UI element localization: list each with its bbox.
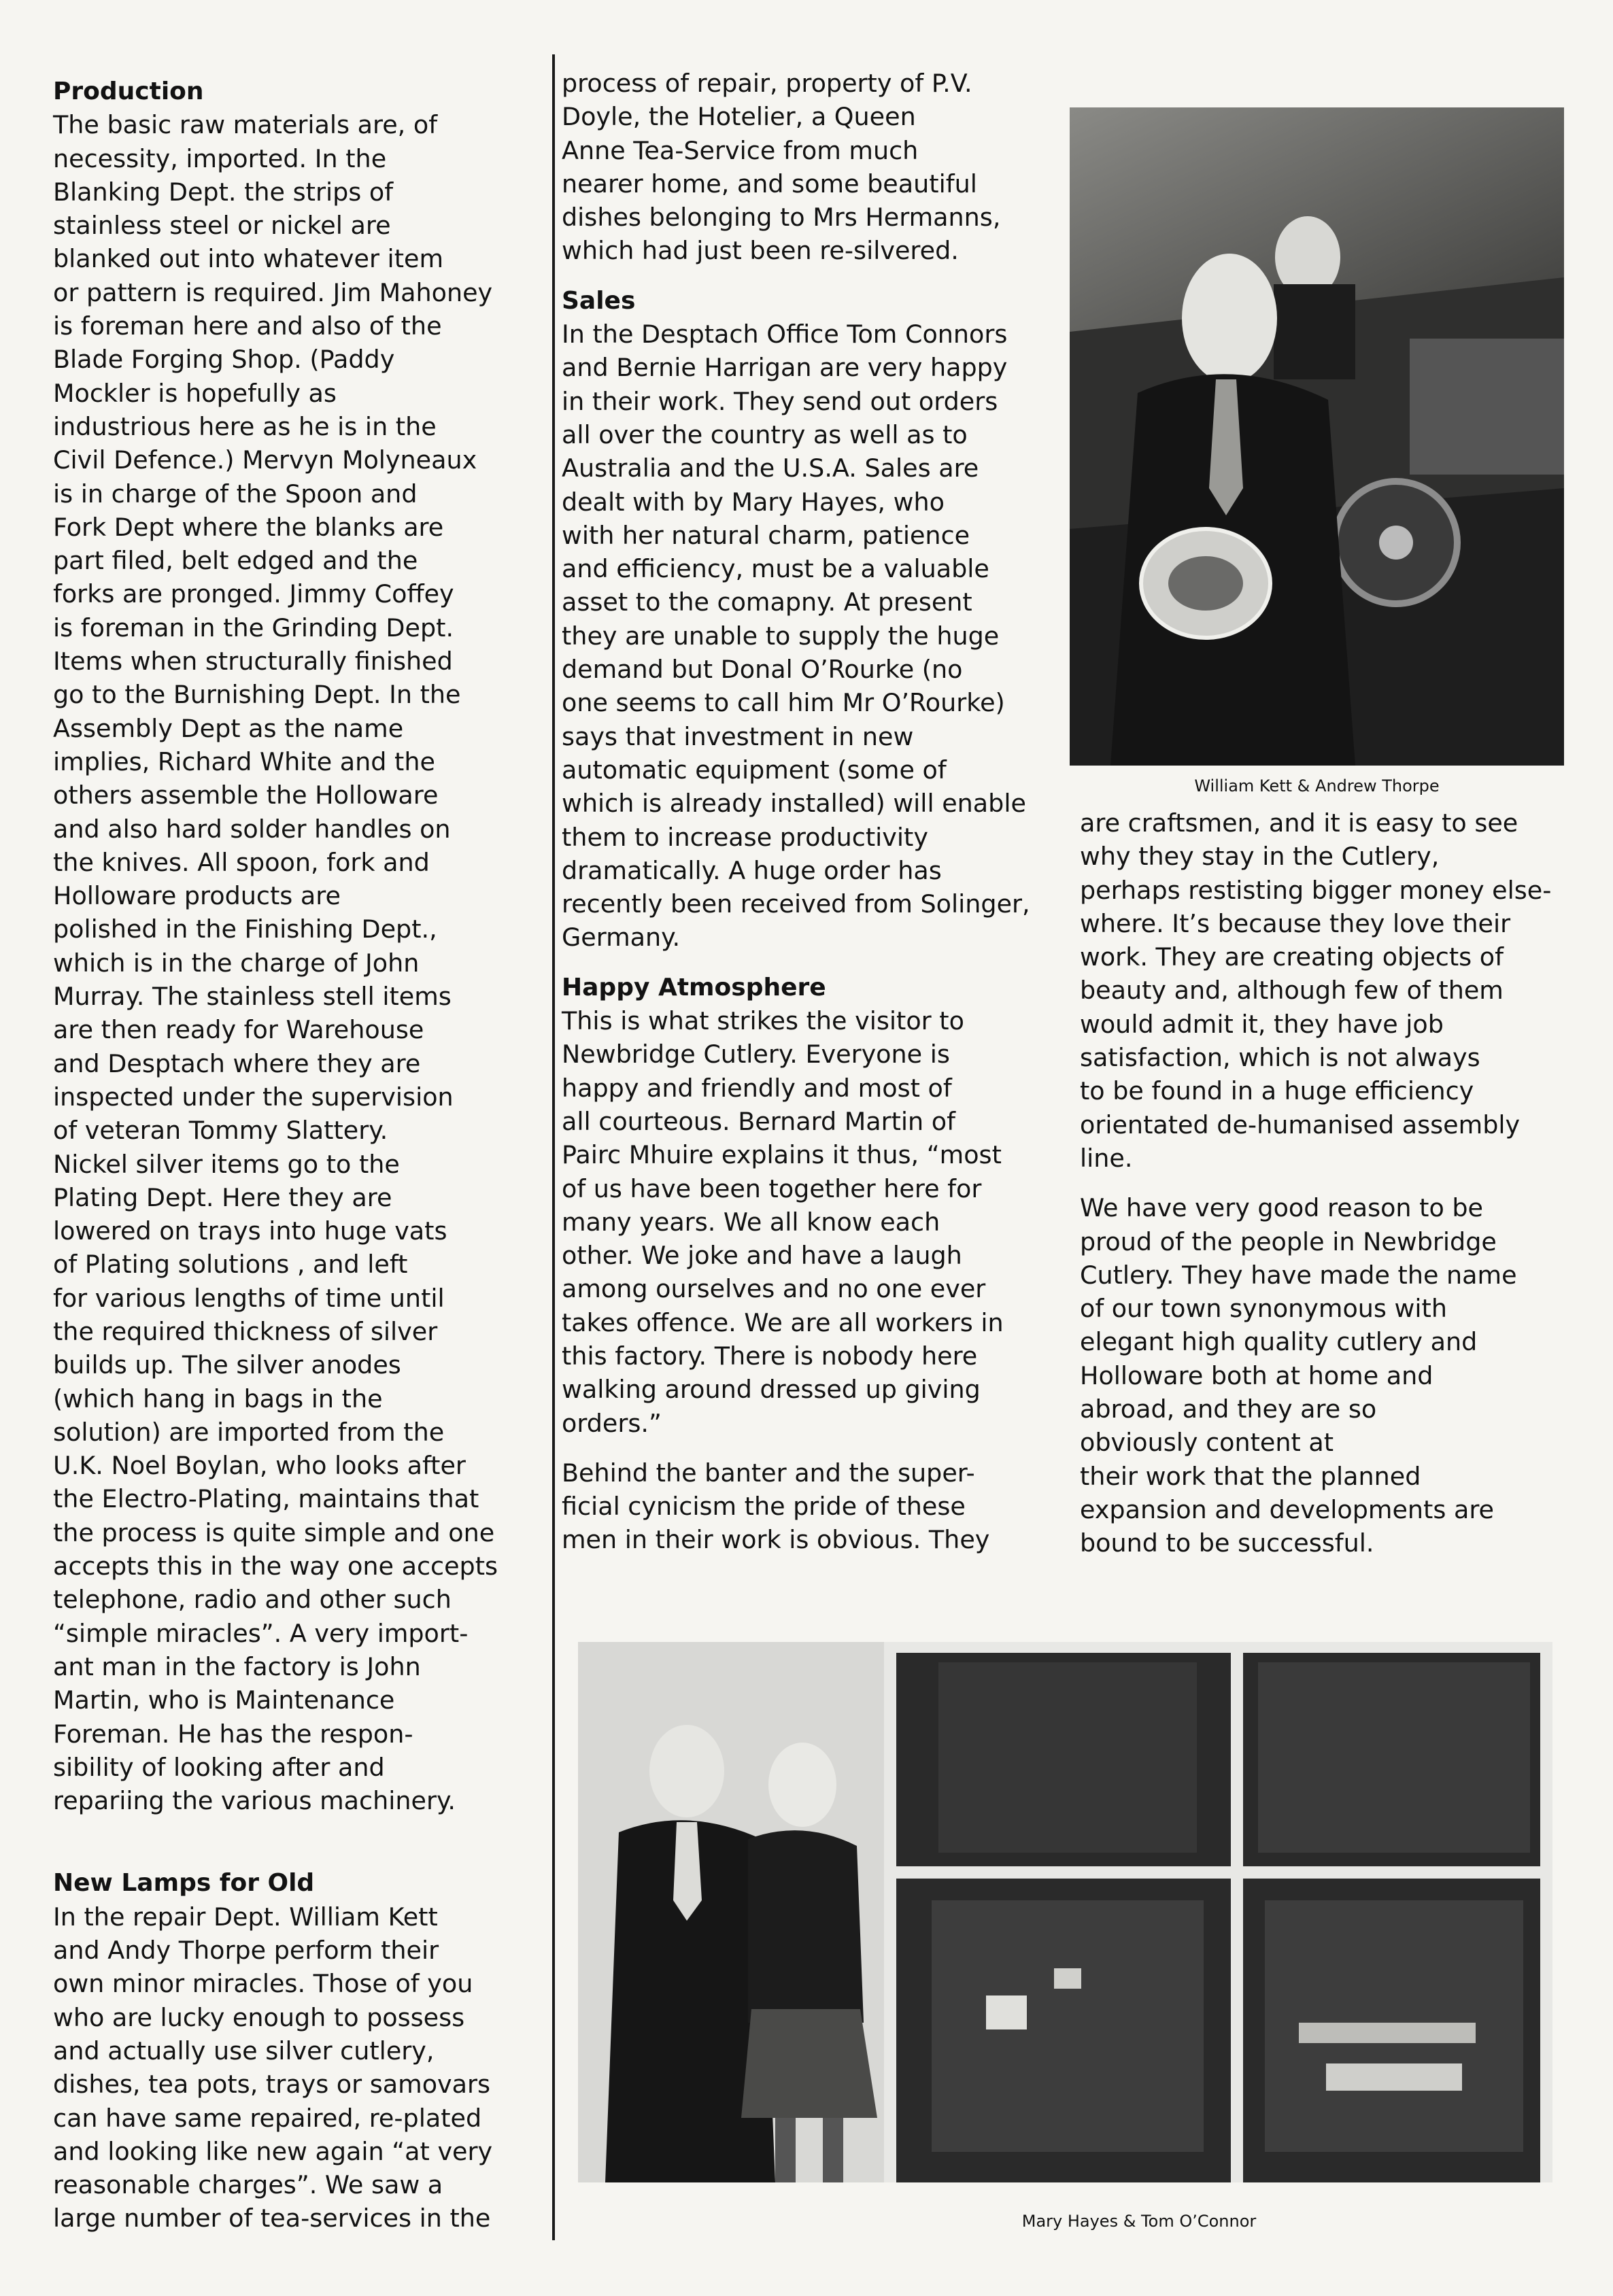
column-divider — [552, 54, 555, 2240]
repair-continued-body: process of repair, property of P.V. Doyle, the Hotelier, a Queen Anne Tea-Service from much nearer home, and some beautiful dishes belonging to Mrs Hermanns, which had just been re-silvered. — [562, 69, 1001, 266]
production-heading: Production — [53, 78, 204, 105]
proud-body: We have very good reason to be proud of the people in Newbridge Cutlery. They have made the name of our town synonymous with elegant high quality cutlery and Holloware both at home and abroad, and they are so obviously content at their work that the planned expansion and developments are bound to be successful. — [1080, 1193, 1517, 1558]
production-body: The basic raw materials are, of necessity, imported. In the Blanking Dept. the strips of stainless steel or nickel are blanked out into whatever item or pattern is required. Jim Mahoney is foreman here and also of the Blade Forging Shop. (Paddy Mockler is hopefully as industrious here as he is in the Civil Defence.) Mervyn Molyneaux is in charge of the Spoon and Fork Dept where the blanks are part filed, belt edged and the forks are pronged. Jimmy Coffey is foreman in the Grinding Dept. Items when structurally finished go to the Burnishing Dept. In the Assembly Dept as the name implies, Richard White and the others assemble the Holloware and also hard solder handles on the knives. All spoon, fork and Holloware products are polished in the Finishing Dept., which is in the charge of John Murray. The stainless stell items are then ready for Warehouse and Desptach where they are inspected under the supervision of veteran Tommy Slattery. Nickel silver items go to the Plating Dept. Here they are lowered on trays into huge vats of Plating solutions , and left for various lengths of time until the required thickness of silver builds up. The silver anodes (which hang in bags in the solution) are imported from the U.K. Noel Boylan, who looks after the Electro-Plating, maintains that the process is quite simple and one accepts this in the way one accepts telephone, radio and other such “simple miracles”. A very import- ant man in the factory is John Martin, who is Maintenance Foreman. He has the respon- sibility of looking after and repariing the various machinery. — [53, 110, 498, 1816]
banter-body: Behind the banter and the super- ficial cynicism the pride of these men in their work is obvious. They — [562, 1458, 990, 1555]
photo-showroom — [578, 1642, 1552, 2182]
new-lamps-heading: New Lamps for Old — [53, 1869, 315, 1898]
craftsmen-body: are craftsmen, and it is easy to see why they stay in the Cutlery, perhaps restisting bigger money else- where. It’s because they love their work. They are creating objects of beauty and, although few of them would admit it, they have job satisfaction, which is not always to be found in a huge efficiency orientated de-humanised assembly line. — [1080, 808, 1552, 1173]
photo-repair-workers — [1070, 107, 1564, 766]
column-middle — [562, 67, 1058, 1557]
happy-atmosphere-body: This is what strikes the visitor to Newbridge Cutlery. Everyone is happy and friendly and most of all courteous. Bernard Martin of Pairc Mhuire explains it thus, “most of us have been together here for many years. We all know each other. We joke and have a laugh among ourselves and no one ever takes offence. We are all workers in this factory. There is nobody here walking around dressed up giving orders.” — [562, 1006, 1004, 1438]
photo-showroom-caption: Mary Hayes & Tom O’Connor — [1021, 2212, 1257, 2231]
sales-heading: Sales — [562, 286, 636, 315]
happy-atmosphere-heading: Happy Atmosphere — [562, 973, 826, 1001]
column-left — [53, 75, 543, 2235]
sales-body: In the Desptach Office Tom Connors and Bernie Harrigan are very happy in their work. They send out orders all over the country as well as to Australia and the U.S.A. Sales are dealt with by Mary Hayes, who with her natural charm, patience and efficiency, must be a valuable asset to the comapny. At present they are unable to supply the huge demand but Donal O’Rourke (no one seems to call him Mr O’Rourke) says that investment in new automatic equipment (some of which is already installed) will enable them to increase productivity dramatically. A huge order has recently been received from Solinger, Germany. — [562, 320, 1030, 953]
column-right — [1080, 806, 1556, 1560]
photo-repair-caption: William Kett & Andrew Thorpe — [1194, 776, 1440, 795]
new-lamps-body: In the repair Dept. William Kett and Andy Thorpe perform their own minor miracles. Those of you who are lucky enough to possess and actually use silver cutlery, dishes, tea pots, trays or samovars can have same repaired, re-plated and looking like new again “at very reasonable charges”. We saw a large number of tea-services in the — [53, 1902, 493, 2233]
